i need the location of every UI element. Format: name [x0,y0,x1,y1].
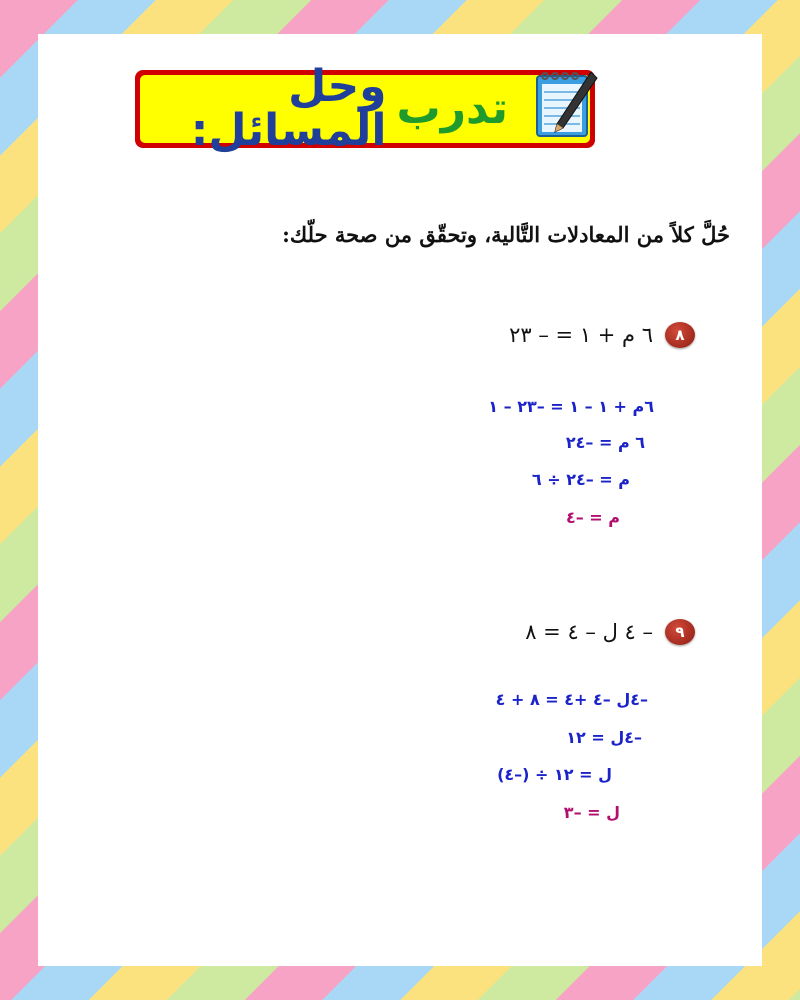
solution-step: –٤ل = ١٢ [566,728,642,747]
solution-answer: ل = –٣ [563,803,620,822]
solution-step: ٦م + ١ – ١ = –٢٣ – ١ [488,397,654,416]
worksheet-page [38,34,762,966]
title-word-solve: وحل المسائل: [190,61,387,156]
solution-step: –٤ل –٤ +٤ = ٨ + ٤ [495,690,648,709]
title-word-practice: تدرب [396,83,508,134]
solution-step: ٦ م = –٢٤ [565,433,645,452]
solution-step: م = –٢٤ ÷ ٦ [531,470,630,489]
problem-9 [525,619,695,645]
notepad-pen-icon [529,66,601,144]
instruction-text: حُلَّ كلاً من المعادلات التَّالية، وتحقّق من صحة حلّك: [282,222,730,247]
solution-step: ل = ١٢ ÷ (–٤) [497,765,612,784]
problem-8 [509,322,695,348]
problem-number-badge: ٩ [665,619,695,645]
problem-equation: ٦ م + ١ = – ٢٣ [509,323,653,347]
problem-equation: – ٤ ل – ٤ = ٨ [525,620,653,644]
problem-number-badge: ٨ [665,322,695,348]
title-banner [135,61,595,156]
title-inner [140,61,590,156]
solution-answer: م = –٤ [565,508,620,527]
